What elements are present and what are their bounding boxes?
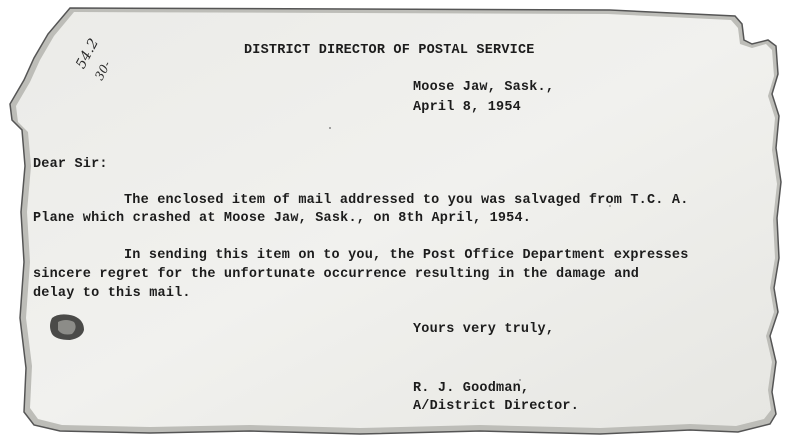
closing: Yours very truly, [413, 322, 555, 337]
body-paragraph-line: sincere regret for the unfortunate occurrence resulting in the damage and [33, 267, 639, 282]
letter-place: Moose Jaw, Sask., [413, 80, 555, 95]
handwritten-note: 54.2 [73, 35, 103, 72]
body-paragraph-line: Plane which crashed at Moose Jaw, Sask., on 8th April, 1954. [33, 211, 532, 226]
signer-name: R. J. Goodman, [413, 381, 530, 396]
body-paragraph-line: The enclosed item of mail addressed to you was salvaged from T.C. A. [124, 193, 689, 208]
body-paragraph-line: In sending this item on to you, the Post Office Department expresses [124, 248, 689, 263]
letter-date: April 8, 1954 [413, 100, 521, 115]
salutation: Dear Sir: [33, 157, 108, 172]
letterhead-title: DISTRICT DIRECTOR OF POSTAL SERVICE [244, 43, 535, 58]
signer-title: A/District Director. [413, 399, 580, 414]
handwritten-note: 30- [92, 58, 114, 83]
body-paragraph-line: delay to this mail. [33, 286, 191, 301]
